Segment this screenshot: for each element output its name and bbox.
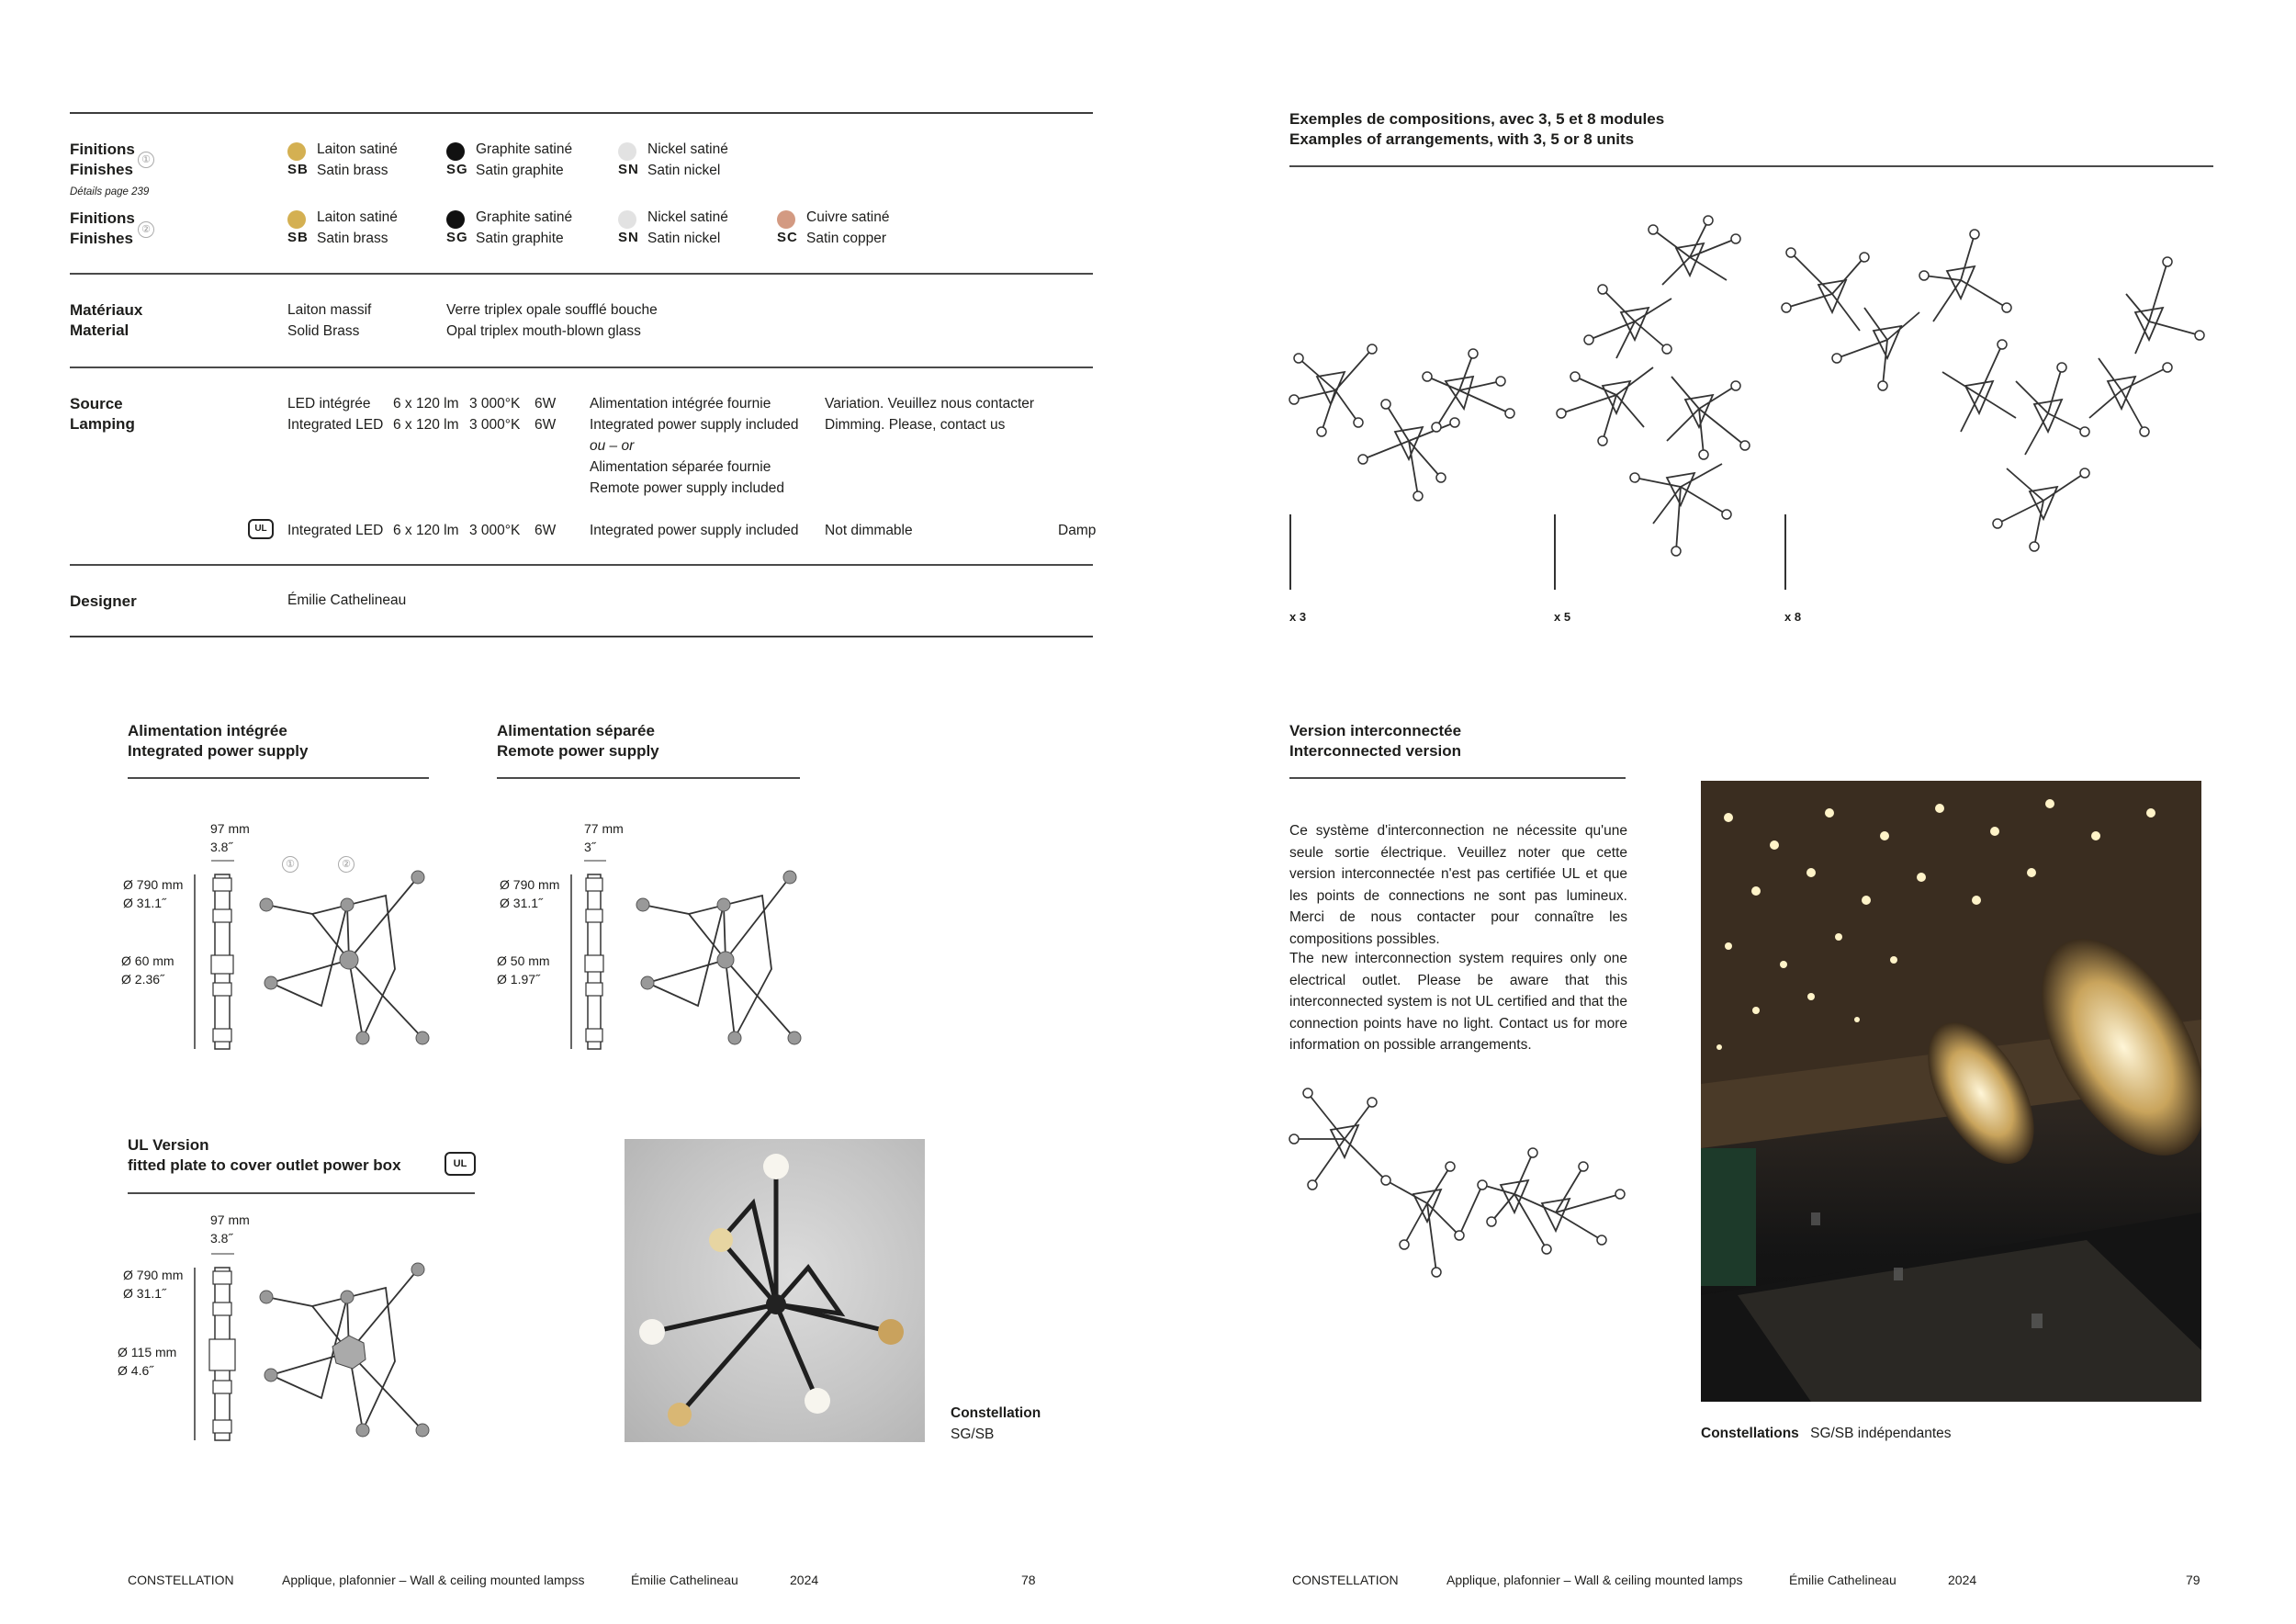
finish-code-sg: SG — [446, 162, 468, 177]
finish-en-sg: Satin graphite — [476, 163, 564, 178]
interconnected-diagram — [1289, 1084, 1629, 1286]
spec-bottom-rule — [70, 636, 1093, 637]
ul-icon: UL — [248, 519, 274, 539]
ul-row-type: Integrated LED — [287, 523, 384, 538]
composition-x5-line — [1554, 514, 1556, 590]
interconnected-text-fr: Ce système d'interconnection ne nécessite qu'une seule sortie électrique. Veuillez noter que cette version interconnectée n'est pas certifiée UL et que les points de connections ne sont pas lumineux. Merci de nous contacter pour connaître les compositions possibles. — [1289, 823, 1627, 947]
ul-rule — [128, 1192, 475, 1194]
integrated-side-profile — [193, 854, 257, 1056]
designer-label: Designer — [70, 592, 137, 610]
spec-top-rule — [70, 112, 1093, 114]
materials-label: Matériaux Material — [70, 301, 143, 339]
source-kelvin: 3 000°K 3 000°K — [469, 396, 521, 433]
finish-code-sn: SN — [618, 162, 639, 177]
compositions-title: Exemples de compositions, avec 3, 5 et 8 modules Examples of arrangements, with 3, 5 or 8 units — [1289, 110, 1665, 148]
ul-row-lumen: 6 x 120 lm — [393, 523, 459, 538]
composition-x3-label: x 3 — [1289, 610, 1307, 624]
finish2-en-sn: Satin nickel — [647, 231, 721, 246]
source-type: LED intégrée Integrated LED — [287, 396, 384, 433]
integrated-title: Alimentation intégrée Integrated power supply — [128, 722, 309, 760]
integrated-marker-1: ① — [282, 856, 298, 873]
finishes-marker-1: ① — [138, 152, 154, 168]
ul-diameter: Ø 790 mm Ø 31.1˝ — [123, 1268, 184, 1301]
remote-rule — [497, 777, 800, 779]
integrated-base: Ø 60 mm Ø 2.36˝ — [121, 953, 174, 987]
finishes-marker-2: ② — [138, 221, 154, 238]
finish2-code-sg: SG — [446, 230, 468, 245]
source-lumen: 6 x 120 lm 6 x 120 lm — [393, 396, 459, 433]
remote-diameter: Ø 790 mm Ø 31.1˝ — [500, 877, 560, 910]
finishes-label-2: Finitions Finishes — [70, 209, 135, 247]
integrated-rule — [128, 777, 429, 779]
ul-base: Ø 115 mm Ø 4.6˝ — [118, 1345, 177, 1378]
remote-base: Ø 50 mm Ø 1.97˝ — [497, 953, 550, 987]
designer-name: Émilie Cathelineau — [287, 592, 407, 608]
finish2-code-sn: SN — [618, 230, 639, 245]
finish-en-sb: Satin brass — [317, 163, 388, 178]
composition-x5 — [1552, 211, 1763, 560]
source-dimming: Variation. Veuillez nous contacter Dimming. Please, contact us — [825, 396, 1035, 433]
footer-left-type: Applique, plafonnier – Wall & ceiling mounted lampss — [282, 1573, 585, 1587]
finish2-en-sc: Satin copper — [806, 231, 887, 246]
remote-front-view — [634, 868, 817, 1052]
finish-fr-sb: Laiton satiné — [317, 141, 398, 157]
ul-row-power: Integrated power supply included — [590, 523, 799, 538]
photo-right-caption: Constellations SG/SB indépendantes — [1701, 1426, 1952, 1441]
material-brass: Laiton massif Solid Brass — [287, 302, 372, 339]
integrated-front-view — [257, 868, 441, 1052]
remote-side-profile — [569, 854, 625, 1056]
ul-front-view — [257, 1260, 441, 1444]
finish2-en-sg: Satin graphite — [476, 231, 564, 246]
integrated-diameter: Ø 790 mm Ø 31.1˝ — [123, 877, 184, 910]
composition-x5-label: x 5 — [1554, 610, 1571, 624]
material-glass: Verre triplex opale soufflé bouche Opal triplex mouth-blown glass — [446, 302, 658, 339]
integrated-depth: 97 mm 3.8˝ — [210, 821, 250, 854]
ul-version-icon: UL — [445, 1152, 476, 1176]
finish2-en-sb: Satin brass — [317, 231, 388, 246]
compositions-rule — [1289, 165, 2213, 167]
interconnected-rule — [1289, 777, 1626, 779]
composition-x3-line — [1289, 514, 1291, 590]
ul-row-watt: 6W — [535, 523, 557, 538]
finish2-fr-sn: Nickel satiné — [647, 209, 728, 225]
finish-fr-sg: Graphite satiné — [476, 141, 573, 157]
footer-left-designer: Émilie Cathelineau — [631, 1573, 738, 1587]
source-label: Source Lamping — [70, 395, 135, 433]
room-photo-right — [1701, 781, 2201, 1402]
interconnected-text-en: The new interconnection system requires only one electrical outlet. Please be aware that this interconnected system is not UL certified and that the connection points have no light. Contact us for more information on possible arrangements. — [1289, 951, 1627, 1053]
ul-depth: 97 mm 3.8˝ — [210, 1212, 250, 1246]
finish-en-sn: Satin nickel — [647, 163, 721, 178]
spec-rule-2 — [70, 273, 1093, 275]
composition-x8-line — [1784, 514, 1786, 590]
footer-left-year: 2024 — [790, 1573, 819, 1587]
composition-x8 — [1782, 220, 2213, 560]
ul-row-kelvin: 3 000°K — [469, 523, 521, 538]
finish-fr-sn: Nickel satiné — [647, 141, 728, 157]
finish2-code-sb: SB — [287, 230, 309, 245]
finish-code-sb: SB — [287, 162, 309, 177]
remote-title: Alimentation séparée Remote power supply — [497, 722, 659, 760]
ul-title: UL Version fitted plate to cover outlet power box — [128, 1136, 401, 1174]
interconnected-title: Version interconnectée Interconnected version — [1289, 722, 1462, 760]
finishes-note: Détails page 239 — [70, 186, 150, 197]
footer-right-type: Applique, plafonnier – Wall & ceiling mounted lamps — [1446, 1573, 1743, 1587]
remote-depth: 77 mm 3˝ — [584, 821, 624, 854]
footer-left-page: 78 — [1021, 1573, 1036, 1587]
footer-right-name: CONSTELLATION — [1292, 1573, 1399, 1587]
finish2-fr-sb: Laiton satiné — [317, 209, 398, 225]
finish2-fr-sg: Graphite satiné — [476, 209, 573, 225]
finishes-label: Finitions Finishes — [70, 141, 135, 178]
footer-right-page: 79 — [2186, 1573, 2200, 1587]
composition-x8-label: x 8 — [1784, 610, 1802, 624]
footer-right-year: 2024 — [1948, 1573, 1977, 1587]
spec-rule-4 — [70, 564, 1093, 566]
integrated-marker-2: ② — [338, 856, 355, 873]
footer-right-designer: Émilie Cathelineau — [1789, 1573, 1896, 1587]
ul-row-dimming: Not dimmable — [825, 523, 913, 538]
source-watt: 6W 6W — [535, 396, 557, 433]
ul-row-damp: Damp — [1058, 523, 1097, 538]
spec-rule-3 — [70, 367, 1093, 368]
product-photo-left — [625, 1139, 925, 1442]
finish2-fr-sc: Cuivre satiné — [806, 209, 890, 225]
ul-side-profile — [193, 1247, 257, 1445]
photo-left-caption: Constellation SG/SB — [951, 1405, 1041, 1442]
source-power-supply: Alimentation intégrée fournie Integrated power supply included ou – or Alimentation séparée fournie Remote power supply included — [590, 396, 799, 496]
finish2-code-sc: SC — [777, 230, 798, 245]
footer-left-name: CONSTELLATION — [128, 1573, 234, 1587]
composition-x3 — [1289, 340, 1528, 505]
